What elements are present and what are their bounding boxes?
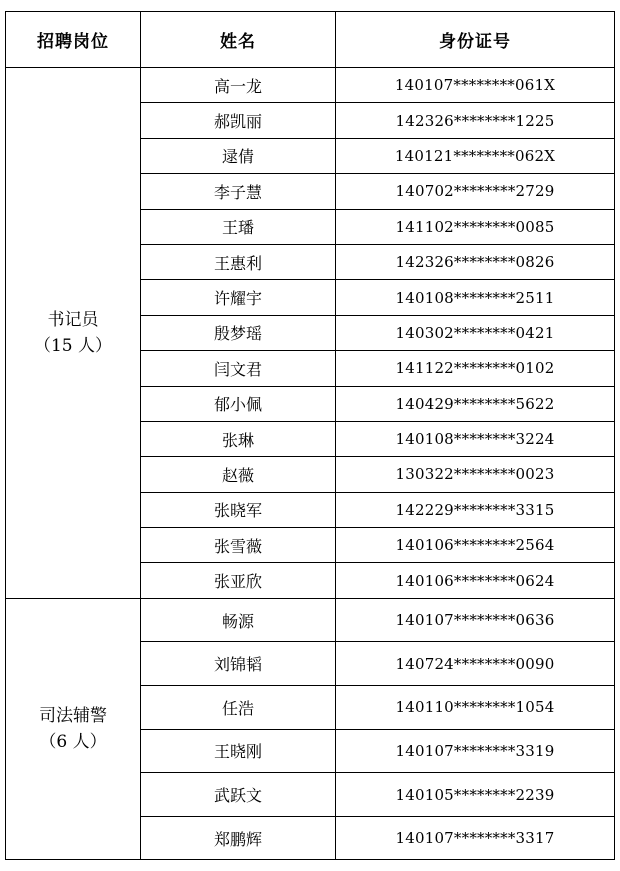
header-name: 姓名 xyxy=(141,12,336,68)
name-cell: 张亚欣 xyxy=(141,563,336,598)
name-cell: 许耀宇 xyxy=(141,280,336,315)
id-number-cell: 140107********061X xyxy=(336,68,615,103)
name-cell: 郑鹏辉 xyxy=(141,816,336,860)
id-number-cell: 140107********0636 xyxy=(336,598,615,642)
id-number-cell: 140108********3224 xyxy=(336,421,615,456)
name-cell: 逯倩 xyxy=(141,138,336,173)
header-id-number: 身份证号 xyxy=(336,12,615,68)
name-cell: 王晓刚 xyxy=(141,729,336,773)
table-body xyxy=(6,68,615,860)
name-cell: 畅源 xyxy=(141,598,336,642)
name-cell: 郁小佩 xyxy=(141,386,336,421)
group-cell xyxy=(6,68,141,599)
group-title: 书记员 xyxy=(47,309,99,330)
id-number-cell: 140105********2239 xyxy=(336,773,615,817)
name-cell: 王璠 xyxy=(141,209,336,244)
name-cell: 张晓军 xyxy=(141,492,336,527)
id-number-cell: 142326********1225 xyxy=(336,103,615,138)
id-number-cell: 141122********0102 xyxy=(336,351,615,386)
name-cell: 武跃文 xyxy=(141,773,336,817)
name-cell: 郝凯丽 xyxy=(141,103,336,138)
name-cell: 殷梦瑶 xyxy=(141,315,336,350)
id-number-cell: 140429********5622 xyxy=(336,386,615,421)
id-number-cell: 140702********2729 xyxy=(336,174,615,209)
name-cell: 王惠利 xyxy=(141,244,336,279)
name-cell: 李子慧 xyxy=(141,174,336,209)
id-number-cell: 140302********0421 xyxy=(336,315,615,350)
id-number-cell: 130322********0023 xyxy=(336,457,615,492)
id-number-cell: 140108********2511 xyxy=(336,280,615,315)
id-number-cell: 141102********0085 xyxy=(336,209,615,244)
id-number-cell: 140110********1054 xyxy=(336,686,615,730)
name-cell: 任浩 xyxy=(141,686,336,730)
header-position: 招聘岗位 xyxy=(6,12,141,68)
name-cell: 赵薇 xyxy=(141,457,336,492)
table-row xyxy=(6,68,615,103)
group-cell xyxy=(6,598,141,860)
roster-table xyxy=(5,11,615,860)
id-number-cell: 140106********0624 xyxy=(336,563,615,598)
name-cell: 高一龙 xyxy=(141,68,336,103)
table-row xyxy=(6,598,615,642)
group-title: 司法辅警 xyxy=(39,706,107,727)
header-row xyxy=(6,12,615,68)
id-number-cell: 140107********3319 xyxy=(336,729,615,773)
group-count: （6 人） xyxy=(39,732,107,753)
group-count: （15 人） xyxy=(33,335,113,356)
id-number-cell: 140106********2564 xyxy=(336,528,615,563)
name-cell: 张雪薇 xyxy=(141,528,336,563)
name-cell: 闫文君 xyxy=(141,351,336,386)
name-cell: 张琳 xyxy=(141,421,336,456)
id-number-cell: 142326********0826 xyxy=(336,244,615,279)
id-number-cell: 140724********0090 xyxy=(336,642,615,686)
id-number-cell: 140107********3317 xyxy=(336,816,615,860)
id-number-cell: 142229********3315 xyxy=(336,492,615,527)
name-cell: 刘锦韬 xyxy=(141,642,336,686)
id-number-cell: 140121********062X xyxy=(336,138,615,173)
